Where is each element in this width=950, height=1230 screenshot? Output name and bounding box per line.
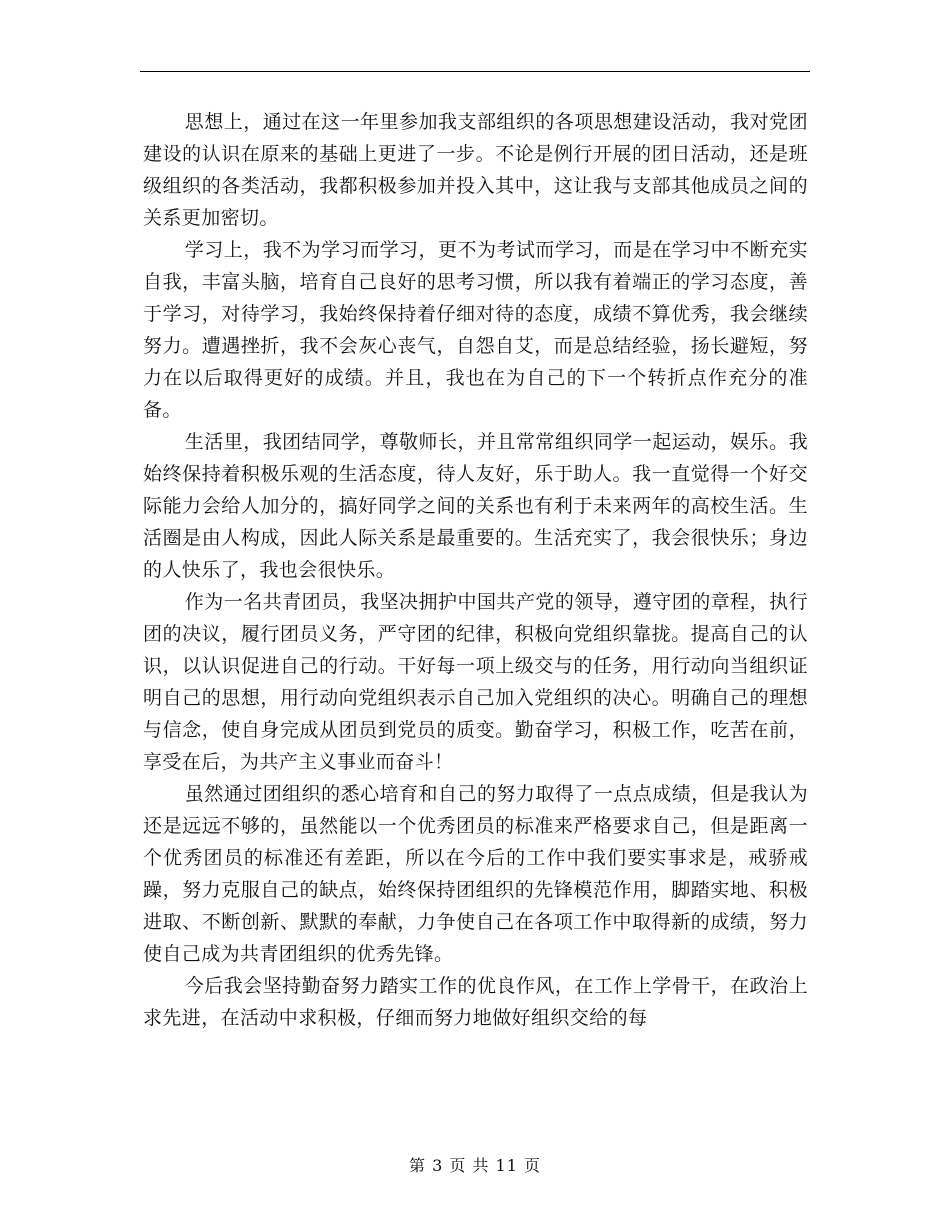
- paragraph-life: 生活里，我团结同学，尊敬师长，并且常常组织同学一起运动，娱乐。我始终保持着积极乐观的生活态度，待人友好，乐于助人。我一直觉得一个好交际能力会给人加分的，搞好同学之间的关系也有利于未来两年的高校生活。生活圈是由人构成，因此人际关系是最重要的。生活充实了，我会很快乐；身边的人快乐了，我也会很快乐。: [143, 431, 808, 581]
- document-body: [143, 106, 808, 1034]
- paragraph-thought: 思想上，通过在这一年里参加我支部组织的各项思想建设活动，我对党团建设的认识在原来的基础上更进了一步。不论是例行开展的团日活动，还是班级组织的各类活动，我都积极参加并投入其中，这让我与支部其他成员之间的关系更加密切。: [143, 111, 808, 229]
- paragraph-league-member: 作为一名共青团员，我坚决拥护中国共产党的领导，遵守团的章程，执行团的决议，履行团员义务，严守团的纪律，积极向党组织靠拢。提高自己的认识，以认识促进自己的行动。干好每一项上级交与的任务，用行动向当组织证明自己的思想，用行动向党组织表示自己加入党组织的决心。明确自己的理想与信念，使自身完成从团员到党员的质变。勤奋学习，积极工作，吃苦在前，享受在后，为共产主义事业而奋斗！: [143, 591, 808, 773]
- paragraph-future: 今后我会坚持勤奋努力踏实工作的优良作风，在工作上学骨干，在政治上求先进，在活动中求积极，仔细而努力地做好组织交给的每: [143, 975, 808, 1029]
- header-rule: [140, 71, 810, 72]
- paragraph-reflection: 虽然通过团组织的悉心培育和自己的努力取得了一点点成绩，但是我认为还是远远不够的，虽然能以一个优秀团员的标准来严格要求自己，但是距离一个优秀团员的标准还有差距，所以在今后的工作中我们要实事求是，戒骄戒躁，努力克服自己的缺点，始终保持团组织的先锋模范作用，脚踏实地、积极进取、不断创新、默默的奉献，力争使自己在各项工作中取得新的成绩，努力使自己成为共青团组织的优秀先锋。: [143, 783, 808, 965]
- page-number-footer: 第 3 页 共 11 页: [409, 1156, 541, 1175]
- paragraph-study: 学习上，我不为学习而学习，更不为考试而学习，而是在学习中不断充实自我，丰富头脑，培育自己良好的思考习惯，所以我有着端正的学习态度，善于学习，对待学习，我始终保持着仔细对待的态度，成绩不算优秀，我会继续努力。遭遇挫折，我不会灰心丧气，自怨自艾，而是总结经验，扬长避短，努力在以后取得更好的成绩。并且，我也在为自己的下一个转折点作充分的准备。: [143, 239, 808, 421]
